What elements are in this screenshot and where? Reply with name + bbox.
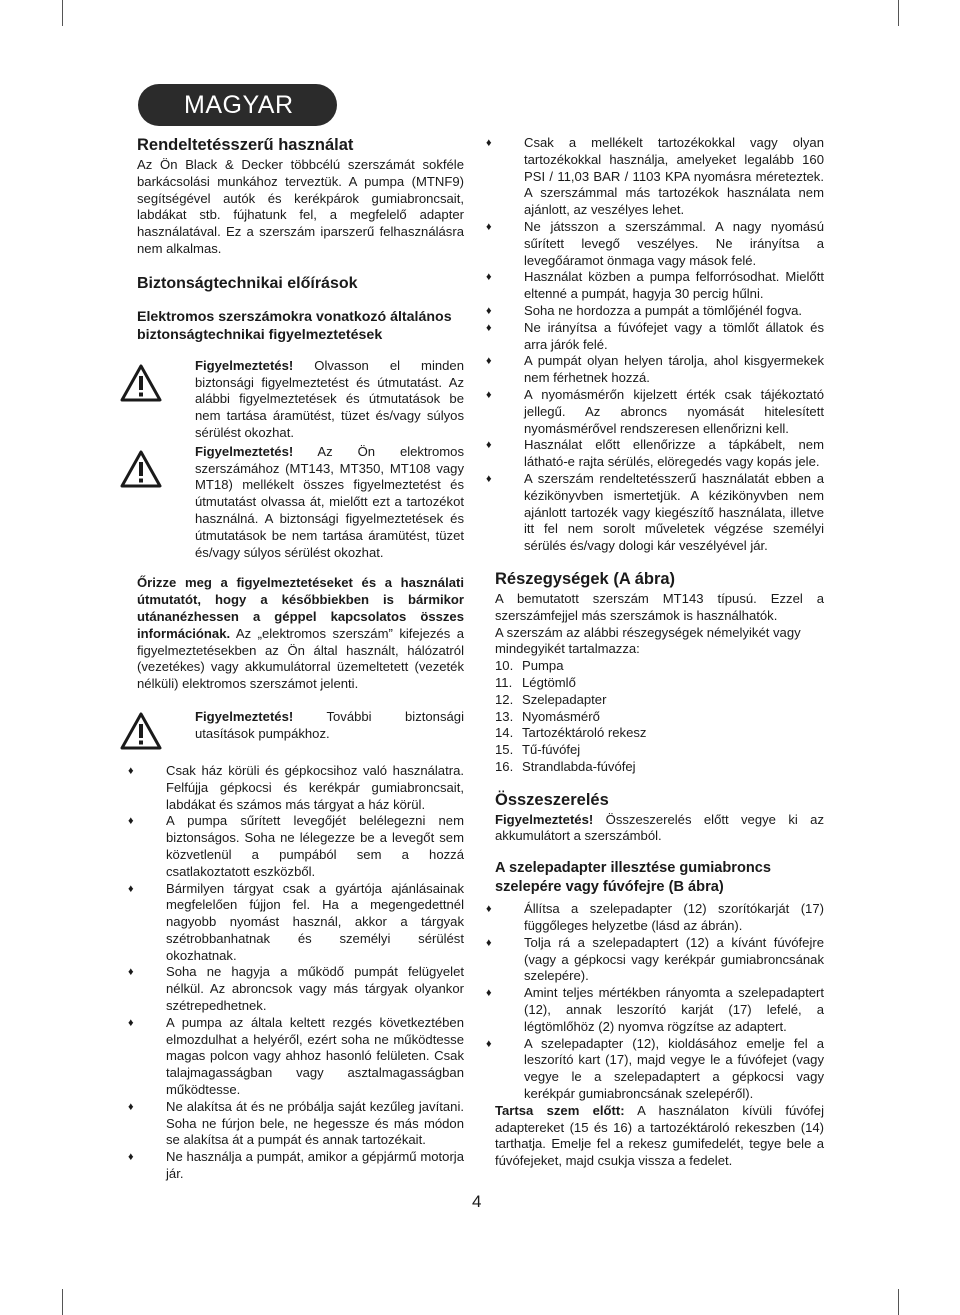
list-item: 15. Tű-fúvófej	[495, 742, 581, 758]
warning-label: Figyelmeztetés!	[195, 708, 294, 724]
diamond-bullet-icon: ♦	[128, 1151, 134, 1164]
warning-block-3	[137, 709, 464, 749]
right-column	[486, 135, 824, 1170]
diamond-bullet-icon: ♦	[128, 764, 134, 777]
list-item: ♦ A pumpa sűrített levegőjét belélegezni nem biztonságos. Soha ne lélegezze be a levegőt sem közvetlenül a pumpából sem a hozzá csatlakoztatott eszközből.	[128, 813, 464, 879]
diamond-bullet-icon: ♦	[486, 304, 492, 317]
diamond-bullet-icon: ♦	[128, 815, 134, 828]
intro-title: Rendeltetésszerű használat	[137, 136, 354, 154]
diamond-bullet-icon: ♦	[486, 220, 492, 233]
warning-label: Figyelmeztetés!	[195, 443, 294, 459]
storage-note: Tartsa szem előtt: A használaton kívüli fúvófej adaptereket (15 és 16) a tartozéktároló rekeszben (14) tarthatja. Emelje fel a rekesz gumifedelét, tegye bele a fúvófejeket, majd csukja vissza a fedelet.	[495, 1102, 824, 1169]
crop-mark	[898, 1289, 899, 1315]
pump-safety-list-continued	[486, 135, 824, 555]
adapter-steps-list	[486, 901, 824, 1103]
diamond-bullet-icon: ♦	[486, 439, 492, 452]
diamond-bullet-icon: ♦	[486, 137, 492, 149]
warning-text: Olvasson el minden biztonsági figyelmeztetést és útmutatást. Az alábbi figyelmeztetések és útmutatások be nem tartása áramütést, tüzet és/vagy súlyos sérülést okozhat.	[195, 357, 464, 440]
list-item: ♦ Ne játsszon a szerszámmal. A nagy nyomású sűrített levegő veszélyes. Ne irányítsa a levegőáramot önmaga vagy mások felé.	[486, 218, 824, 268]
list-item: 11. Légtömlő	[495, 674, 576, 690]
list-item: ♦ Csak a mellékelt tartozékokkal vagy olyan tartozékokkal használja, amelyeket legalább 160 PSI / 11,03 BAR / 1103 KPA nyomásra méreteztek. A szerszámmal más tartozékok használata nem ajánlott, az veszélyes lehet.	[486, 135, 824, 218]
crop-mark	[898, 0, 899, 26]
assembly-warning: Figyelmeztetés! Összeszerelés előtt vegye ki az akkumulátort a szerszámból.	[495, 811, 824, 844]
keep-instructions	[137, 575, 464, 693]
diamond-bullet-icon: ♦	[486, 472, 492, 485]
list-item: ♦ Csak ház körüli és gépkocsihoz való használatra. Felfújja gépkocsi és kerékpár gumiabroncsait, labdákat és számos más tárgyat a ház körül.	[128, 762, 464, 812]
list-item: 14. Tartozéktároló rekesz	[495, 725, 647, 741]
crop-mark	[62, 1289, 63, 1315]
list-item: 16. Strandlabda-fúvófej	[495, 758, 636, 774]
safety-title: Biztonságtechnikai előírások	[137, 274, 358, 292]
list-item: ♦ Ne használja a pumpát, amikor a gépjármű motorja jár.	[128, 1149, 464, 1182]
parts-intro-2: A szerszám az alábbi részegységek némelyikét vagy mindegyikét tartalmazza:	[495, 624, 801, 657]
intro-text: Az Ön Black & Decker többcélú szerszámát sokféle barkácsolási munkához terveztük. A pumpa (MTNF9) segítségével autók és kerékpárok gumiabroncsait, labdákat stb. fújhatunk fel, a megfelelő adapter használatával. Ez a szerszám iparszerű felhasználásra nem alkalmas.	[137, 157, 464, 256]
adapter-title: A szelepadapter illesztése gumiabroncs szelepére vagy fúvófejre (B ábra)	[495, 860, 772, 896]
warning-triangle-icon	[120, 712, 162, 750]
list-item: ♦ Állítsa a szelepadapter (12) szorítókarját (17) függőleges helyzetbe (lásd az ábrán).	[486, 901, 824, 934]
page-number: 4	[472, 1192, 482, 1211]
warning-triangle-icon	[120, 364, 162, 402]
parts-title: Részegységek (A ábra)	[495, 569, 676, 588]
diamond-bullet-icon: ♦	[128, 966, 134, 979]
list-item: ♦ Ne irányítsa a fúvófejet vagy a tömlőt állatok és arra járók felé.	[486, 319, 824, 352]
list-item: 10. Pumpa	[495, 658, 564, 674]
list-item: ♦ A pumpa az általa keltett rezgés következtében elmozdulhat a helyéről, ezért soha ne működtesse magas polcon vagy ahhoz hasonló felületen. Csak talajmagasságban vagy asztalmagasságban működtesse.	[128, 1014, 464, 1098]
warning-block-2	[137, 444, 464, 562]
list-item: ♦ A nyomásmérőn kijelzett érték csak tájékoztató jellegű. Az abroncs nyomását hitelesített nyomásmérővel rendszeresen ellenőrizni kell.	[486, 386, 824, 436]
assembly-title: Összeszerelés	[495, 790, 609, 809]
language-badge: MAGYAR	[138, 84, 337, 126]
warning-block-1	[137, 358, 464, 442]
list-item: 13. Nyomásmérő	[495, 708, 600, 724]
diamond-bullet-icon: ♦	[486, 936, 492, 949]
warning-text: További biztonsági utasítások pumpákhoz.	[195, 708, 464, 741]
diamond-bullet-icon: ♦	[486, 271, 492, 284]
warning-text: Az Ön elektromos szerszámához (MT143, MT350, MT108 vagy MT18) mellékelt összes figyelmeztetést és útmutatást olvassa át, mielőtt ezt a tartozékot használná. A biztonsági figyelmeztetések és útmutatások be nem tartása áramütést, tüzet és/vagy súlyos sérülést okozhat.	[195, 443, 464, 560]
keep-instructions-text: Az „elektromos szerszám” kifejezés a figyelmeztetésekben az Ön által használt, hálózatról (vezetékes) vagy akkumulátorral üzemeltetett (vezeték nélküli) elektromos szerszámot jelenti.	[137, 625, 464, 692]
list-item: ♦ Bármilyen tárgyat csak a gyártója ajánlásainak megfelelően fújjon fel. Ha a megengedettnél nagyobb nyomást használ, akkor a tárgyak szétrobbanhatnak és személyi sérülést okozhatnak.	[128, 880, 464, 963]
list-item: ♦ Ne alakítsa át és ne próbálja saját kezűleg javítani. Soha ne fúrjon bele, ne hegesszе és más módon se alakítsa át a pumpát és annak tartozékait.	[128, 1098, 464, 1148]
list-item: ♦ A szerszám rendeltetésszerű használatát ebben a kézikönyvben ismertetjük. A kézikönyvben nem ajánlott tartozék vagy kiegészítő használata, illetve itt fel nem sorolt műveletek végzése személyi sérülés és/vagy dologi kár veszélyével jár.	[486, 470, 824, 554]
list-item: ♦ A szelepadapter (12), kioldásához emelje fel a leszorító kart (17), majd vegye le a fúvófejet (vagy vegye le a szelepadaptert a gépkocsi vagy kerékpár gumiabroncsának szelepéről).	[486, 1035, 824, 1102]
general-safety-title: Elektromos szerszámokra vonatkozó általános biztonságtechnikai figyelmeztetések	[137, 308, 452, 343]
parts-list	[495, 658, 824, 776]
list-item: ♦ A pumpát olyan helyen tárolja, ahol kisgyermekek nem férhetnek hozzá.	[486, 353, 824, 386]
left-column	[128, 135, 464, 1183]
list-item: ♦ Soha ne hordozza a pumpát a tömlőjénél fogva.	[486, 302, 803, 318]
diamond-bullet-icon: ♦	[486, 388, 492, 401]
diamond-bullet-icon: ♦	[486, 321, 492, 334]
warning-label: Figyelmeztetés!	[195, 357, 294, 373]
pump-safety-list	[128, 762, 464, 1183]
list-item: ♦ Használat közben a pumpa felforrósodhat. Mielőtt eltenné a pumpát, hagyja 30 percig hűlni.	[486, 269, 824, 302]
diamond-bullet-icon: ♦	[128, 1100, 134, 1113]
diamond-bullet-icon: ♦	[486, 355, 492, 368]
warning-triangle-icon	[120, 450, 162, 488]
list-item: ♦ Használat előtt ellenőrizze a tápkábelt, nem látható-e rajta sérülés, elöregedés vagy kopás jele.	[486, 437, 824, 470]
list-item: ♦ Amint teljes mértékben rányomta a szelepadaptert (12), annak leszorító karját (17) lefelé, a légtömlőhöz (2) nyomva rögzítse az adaptert.	[486, 985, 824, 1034]
diamond-bullet-icon: ♦	[128, 1016, 134, 1029]
diamond-bullet-icon: ♦	[486, 987, 492, 1000]
diamond-bullet-icon: ♦	[486, 1037, 492, 1050]
list-item: ♦ Soha ne hagyja a működő pumpát felügyelet nélkül. Az abroncsok vagy más tárgyak olyankor szétrepedhetnek.	[128, 964, 464, 1014]
diamond-bullet-icon: ♦	[128, 882, 134, 895]
list-item: 12. Szelepadapter	[495, 691, 607, 707]
parts-intro-1: A bemutatott szerszám MT143 típusú. Ezzel a szerszámfejjel más szerszámok is használhatók.	[495, 590, 824, 623]
diamond-bullet-icon: ♦	[486, 903, 492, 916]
crop-mark	[62, 0, 63, 26]
list-item: ♦ Tolja rá a szelepadaptert (12) a kívánt fúvófejre (vagy a gépkocsi vagy kerékpár gumiabroncsának szelepére).	[486, 934, 824, 984]
keep-instructions-bold: Őrizze meg a figyelmeztetéseket és a használati útmutatót, hogy a későbbiekben is bármikor utánanézhessen a géppel kapcsolatos összes információnak.	[137, 575, 464, 641]
